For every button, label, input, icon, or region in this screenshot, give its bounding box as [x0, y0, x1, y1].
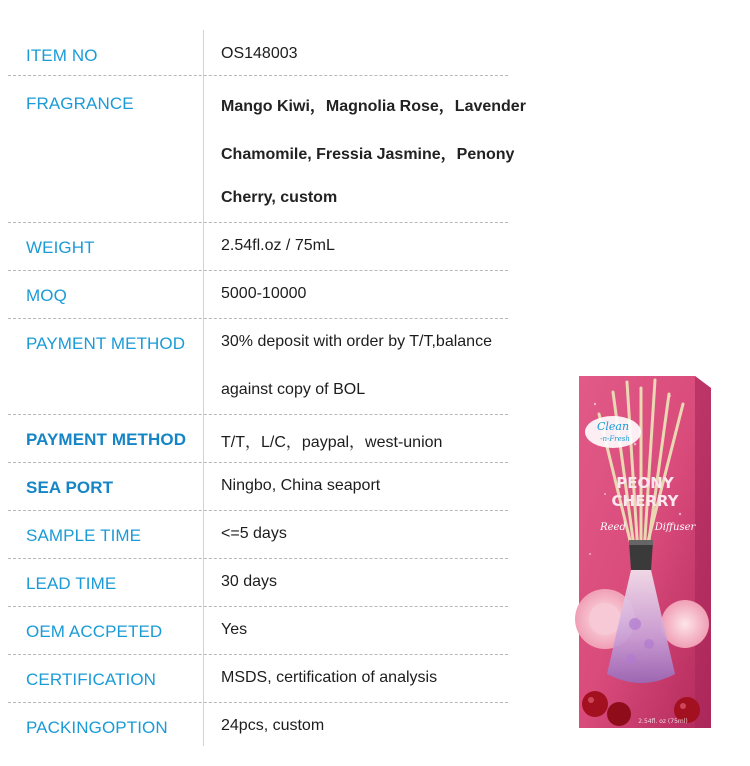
volume-text: 2.54fl. oz (75ml) [638, 718, 688, 725]
row-separator [8, 510, 508, 511]
product-subtitle: Reed [600, 522, 626, 533]
sample-time-label: SAMPLE TIME [26, 526, 142, 545]
row-separator [8, 654, 508, 655]
row-separator [8, 222, 508, 223]
payment-terms-line: 30% deposit with order by T/T,balance [221, 333, 492, 350]
product-image [575, 374, 717, 734]
row-separator [8, 606, 508, 607]
product-title: PEONY [616, 474, 674, 492]
sea-port-label: SEA PORT [26, 478, 114, 497]
sample-time-value: <=5 days [221, 525, 287, 542]
lead-time-value: 30 days [221, 573, 278, 590]
fragrance-value-line: Cherry, custom [221, 189, 338, 206]
lead-time-label: LEAD TIME [26, 574, 117, 593]
fragrance-value-line: Mango Kiwi，Magnolia Rose，Lavender [221, 98, 526, 115]
column-divider [203, 30, 204, 746]
row-separator [8, 75, 508, 76]
packing-option-label: PACKINGOPTION [26, 718, 168, 737]
packing-option-value: 24pcs, custom [221, 717, 325, 734]
product-title: CHERRY [611, 492, 679, 510]
row-separator [8, 318, 508, 319]
oem-accepted-label: OEM ACCPETED [26, 622, 163, 641]
brand-logo-subtext: -n-Fresh [600, 435, 630, 443]
payment-types-value: T/T，L/C，paypal，west-union [221, 434, 443, 451]
item-no-label: ITEM NO [26, 46, 98, 65]
item-no-value: OS148003 [221, 45, 298, 62]
weight-label: WEIGHT [26, 238, 95, 257]
row-separator [8, 702, 508, 703]
row-separator [8, 270, 508, 271]
fragrance-value-line: Chamomile, Fressia Jasmine，Penony [221, 146, 515, 163]
reed-diffuser-box-illustration [575, 374, 717, 734]
row-separator [8, 462, 508, 463]
moq-label: MOQ [26, 286, 67, 305]
weight-value: 2.54fl.oz / 75mL [221, 237, 335, 254]
fragrance-label: FRAGRANCE [26, 94, 134, 113]
product-subtitle: Diffuser [654, 522, 696, 533]
payment-terms-line: against copy of BOL [221, 381, 366, 398]
certification-value: MSDS, certification of analysis [221, 669, 438, 686]
sea-port-value: Ningbo, China seaport [221, 477, 381, 494]
moq-value: 5000-10000 [221, 285, 307, 302]
brand-logo-text: Clean [596, 420, 630, 433]
payment-method-label: PAYMENT METHOD [26, 430, 187, 449]
row-separator [8, 558, 508, 559]
oem-accepted-value: Yes [221, 621, 248, 638]
payment-method-label: PAYMENT METHOD [26, 334, 186, 353]
certification-label: CERTIFICATION [26, 670, 157, 689]
row-separator [8, 414, 508, 415]
